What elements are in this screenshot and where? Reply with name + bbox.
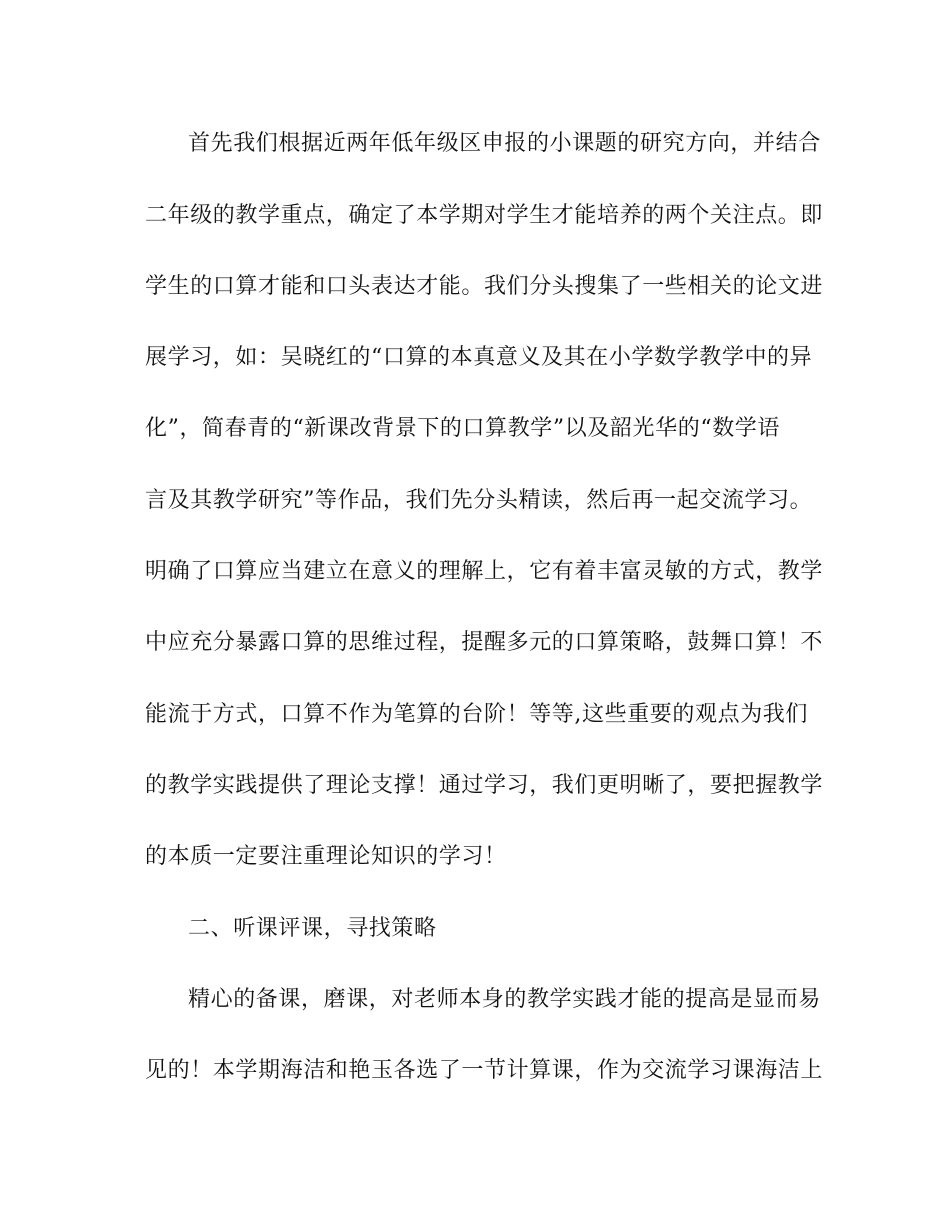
paragraph-1-line-4: 展学习，如：吴晓红的“口算的本真意义及其在小学数学教学中的异 (145, 345, 813, 370)
paragraph-1-line-9: 能流于方式，口算不作为笔算的台阶！等等,这些重要的观点为我们 (145, 702, 808, 727)
paragraph-1-line-10: 的教学实践提供了理论支撑！通过学习，我们更明晰了，要把握教学 (145, 773, 824, 798)
paragraph-1-line-8: 中应充分暴露口算的思维过程，提醒多元的口算策略，鼓舞口算！不 (145, 630, 824, 655)
paragraph-1-line-11: 的本质一定要注重理论知识的学习！ (145, 844, 507, 869)
paragraph-1-line-1: 首先我们根据近两年低年级区申报的小课题的研究方向，并结合 (188, 131, 821, 156)
paragraph-1-line-7: 明确了口算应当建立在意义的理解上，它有着丰富灵敏的方式，教学 (145, 559, 824, 584)
paragraph-1-line-6: 言及其教学研究”等作品，我们先分头精读，然后再一起交流学习。 (145, 488, 813, 513)
paragraph-1-line-2: 二年级的教学重点，确定了本学期对学生才能培养的两个关注点。即 (145, 203, 824, 228)
section-heading: 二、听课评课，寻找策略 (188, 916, 437, 941)
paragraph-1-line-3: 学生的口算才能和口头表达才能。我们分头搜集了一些相关的论文进 (145, 274, 824, 299)
paragraph-1-line-5: 化”，简春青的“新课改背景下的口算教学”以及韶光华的“数学语 (145, 416, 780, 441)
paragraph-2-line-2: 见的！本学期海洁和艳玉各选了一节计算课，作为交流学习课海洁上 (145, 1058, 824, 1083)
paragraph-2-line-1: 精心的备课，磨课，对老师本身的教学实践才能的提高是显而易 (188, 987, 821, 1012)
